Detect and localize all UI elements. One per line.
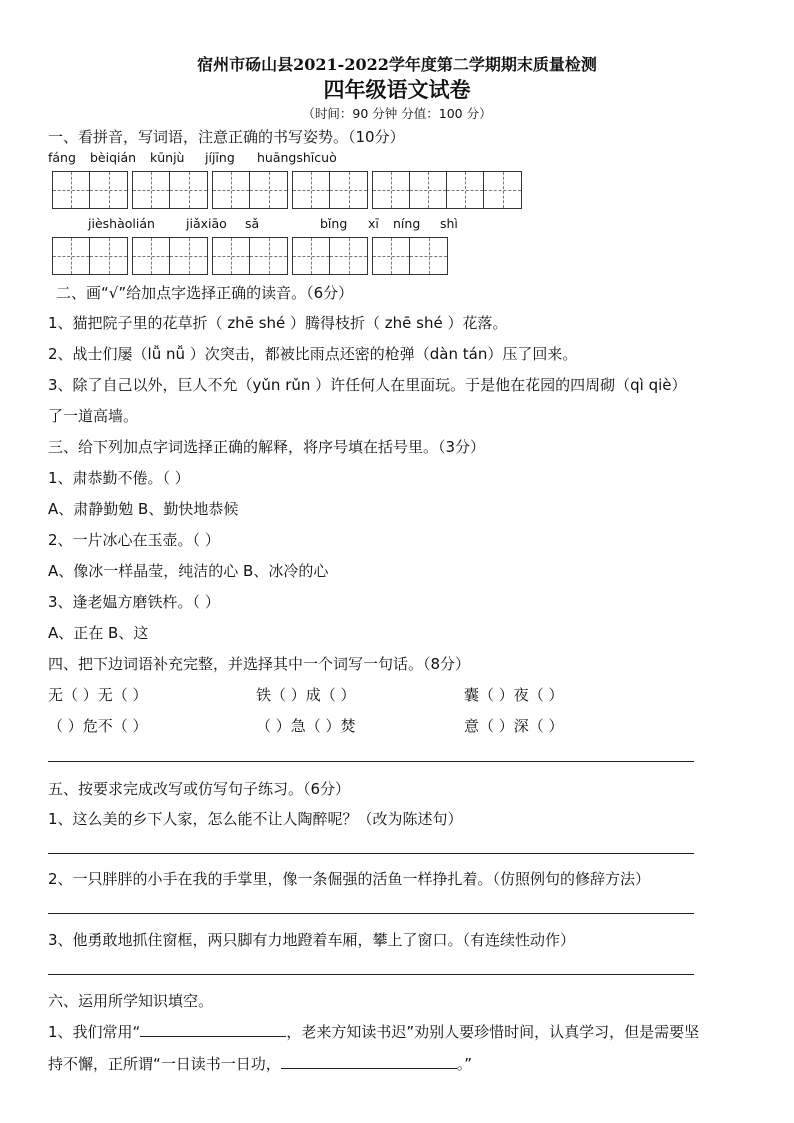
idiom-fill-3: 囊（ ）夜（ ） (464, 686, 564, 704)
section5-q1: 1、这么美的乡下人家，怎么能不让人陶醉呢？（改为陈述句） (48, 810, 463, 828)
grid-cell (484, 172, 521, 208)
grid-cell (170, 172, 207, 208)
pinyin-xi: xī (368, 216, 379, 231)
exam-subtitle: 四年级语文试卷 (323, 77, 471, 102)
grid-cell (330, 238, 367, 274)
pinyin-bing: bǐng (320, 216, 348, 231)
q1-text-start: 1、我们常用“ (48, 1023, 141, 1041)
section5-heading: 五、按要求完成改写或仿写句子练习。（6分） (48, 780, 351, 798)
grid-cell (250, 172, 287, 208)
section3-q3-options: A、正在 B、这 (48, 624, 149, 642)
section6-q1 (48, 1021, 699, 1042)
pinyin-jijing: jíjīng (205, 150, 235, 165)
pinyin-beiqian: bèiqián (90, 150, 137, 165)
grid-cell (213, 172, 250, 208)
section2-q2: 2、战士们屡（lǚ nǚ ）次突击，都被比雨点还密的枪弹（dàn tán）压了回来。 (48, 345, 578, 363)
q1-line2-end: 。” (456, 1055, 473, 1073)
q1-line2-start: 持不懈，正所谓“一日读书一日功， (48, 1055, 281, 1073)
grid-cell (293, 238, 330, 274)
answer-line (48, 913, 694, 914)
grid-cell (53, 238, 90, 274)
exam-title: 宿州市砀山县2021-2022学年度第二学期期末质量检测 (197, 55, 597, 74)
section5-q2: 2、一只胖胖的小手在我的手掌里，像一条倔强的活鱼一样挣扎着。（仿照例句的修辞方法） (48, 870, 651, 888)
grid-cell (90, 238, 127, 274)
pinyin-huangshicuo: huāngshīcuò (257, 150, 337, 165)
grid-cell (330, 172, 367, 208)
grid-cell (293, 172, 330, 208)
pinyin-kunju: kūnjù (150, 150, 185, 165)
fill-blank[interactable] (140, 1035, 286, 1037)
grid-cell (410, 238, 447, 274)
answer-line (48, 761, 694, 762)
section2-q1: 1、猫把院子里的花草折（ zhē shé ）腾得枝折（ zhē shé ）花落。 (48, 314, 508, 332)
section3-q1: 1、肃恭勤不倦。（ ） (48, 469, 190, 487)
grid-cell (373, 238, 410, 274)
answer-line (48, 853, 694, 854)
idiom-fill-5: （ ）急（ ）焚 (256, 717, 356, 735)
writing-grid-row2 (52, 237, 452, 275)
section2-q3: 3、除了自己以外，巨人不允（yǔn rǔn ）许任何人在里面玩。于是他在花园的四周砌（qì qiè） (48, 376, 687, 394)
answer-line (48, 974, 694, 975)
pinyin-fang: fáng (48, 150, 76, 165)
pinyin-jiaxiao: jiǎxiāo (186, 216, 227, 231)
idiom-fill-4: （ ）危不（ ） (48, 717, 148, 735)
idiom-fill-6: 意（ ）深（ ） (464, 717, 564, 735)
grid-cell (447, 172, 484, 208)
pinyin-jieshaolian: jièshàolián (88, 216, 155, 231)
section3-q3: 3、逢老媪方磨铁杵。（ ） (48, 593, 220, 611)
grid-cell (250, 238, 287, 274)
grid-cell (410, 172, 447, 208)
section6-heading: 六、运用所学知识填空。 (48, 992, 214, 1010)
section3-heading: 三、给下列加点字词选择正确的解释，将序号填在括号里。（3分） (48, 438, 486, 456)
grid-cell (373, 172, 410, 208)
grid-cell (133, 238, 170, 274)
fill-blank[interactable] (281, 1067, 457, 1069)
section4-heading: 四、把下边词语补充完整，并选择其中一个词写一句话。（8分） (48, 655, 471, 673)
section5-q3: 3、他勇敢地抓住窗框，两只脚有力地蹬着车厢，攀上了窗口。（有连续性动作） (48, 931, 576, 949)
section2-q3-cont: 了一道高墙。 (48, 407, 139, 425)
exam-info: （时间：90 分钟 分值：100 分） (302, 106, 492, 121)
writing-grid-row1 (52, 171, 526, 209)
section2-heading: 二、画“√”给加点字选择正确的读音。（6分） (56, 284, 354, 302)
section3-q2: 2、一片冰心在玉壶。（ ） (48, 531, 220, 549)
idiom-fill-2: 铁（ ）成（ ） (256, 686, 356, 704)
section3-q2-options: A、像冰一样晶莹，纯洁的心 B、冰冷的心 (48, 562, 329, 580)
grid-cell (213, 238, 250, 274)
pinyin-shi: shì (440, 216, 458, 231)
grid-cell (53, 172, 90, 208)
section3-q1-options: A、肃静勤勉 B、勤快地恭候 (48, 500, 239, 518)
pinyin-sa: sǎ (245, 216, 260, 231)
grid-cell (170, 238, 207, 274)
idiom-fill-1: 无（ ）无（ ） (48, 686, 148, 704)
grid-cell (133, 172, 170, 208)
grid-cell (90, 172, 127, 208)
q1-text-end: ，老来方知读书迟”劝别人要珍惜时间，认真学习，但是需要坚 (286, 1023, 700, 1041)
section1-heading: 一、看拼音，写词语，注意正确的书写姿势。（10分） (48, 128, 405, 146)
section6-q1-cont (48, 1053, 472, 1074)
pinyin-ning: níng (393, 216, 421, 231)
